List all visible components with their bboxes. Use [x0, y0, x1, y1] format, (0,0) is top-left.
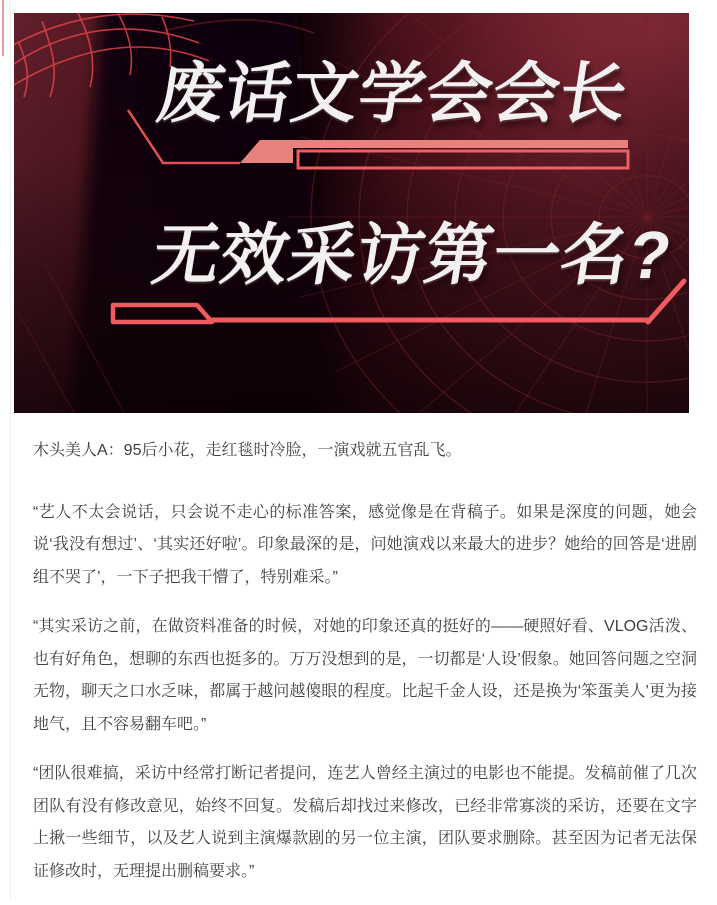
- red-edge-tick: [2, 0, 4, 56]
- paragraph-lead: 木头美人A：95后小花，走红毯时冷脸，一演戏就五官乱飞。: [33, 442, 462, 459]
- paragraph-quote-2: “其实采访之前，在做资料准备的时候，对她的印象还真的挺好的——硬照好看、VLOG活泼、也有好角色，想聊的东西也挺多的。万万没想到的是，一切都是‘人设’假象。她回答问题之空洞无物，聊天之口水乏味，都属于越问越傻眼的程度。比起千金人设，还是换为‘笨蛋美人’更为接地气，且不容易翻车吧。”: [33, 618, 697, 733]
- banner-title-line1: 废话文学会会长: [152, 56, 634, 130]
- paragraph-quote-3: “团队很难搞，采访中经常打断记者提问，连艺人曾经主演过的电影也不能提。发稿前催了几次团队有没有修改意见，始终不回复。发稿后却找过来修改，已经非常寡淡的采访，还要在文字上揪一些细节，以及艺人说到主演爆款剧的另一位主演，团队要求删除。甚至因为记者无法保证修改时，无理提出删稿要求。”: [33, 765, 697, 880]
- banner-title-line2: 无效采访第一名?: [147, 218, 678, 293]
- cover-banner: [14, 13, 689, 413]
- article-body: [33, 435, 697, 905]
- page-left-edge: [10, 0, 11, 899]
- paragraph-quote-1: “艺人不太会说话，只会说不走心的标准答案，感觉像是在背稿子。如果是深度的问题，她会说‘我没有想过’、‘其实还好啦’。印象最深的是，问她演戏以来最大的进步？她给的回答是‘进剧组不哭了’，一下子把我干懵了，特别难采。”: [33, 503, 697, 586]
